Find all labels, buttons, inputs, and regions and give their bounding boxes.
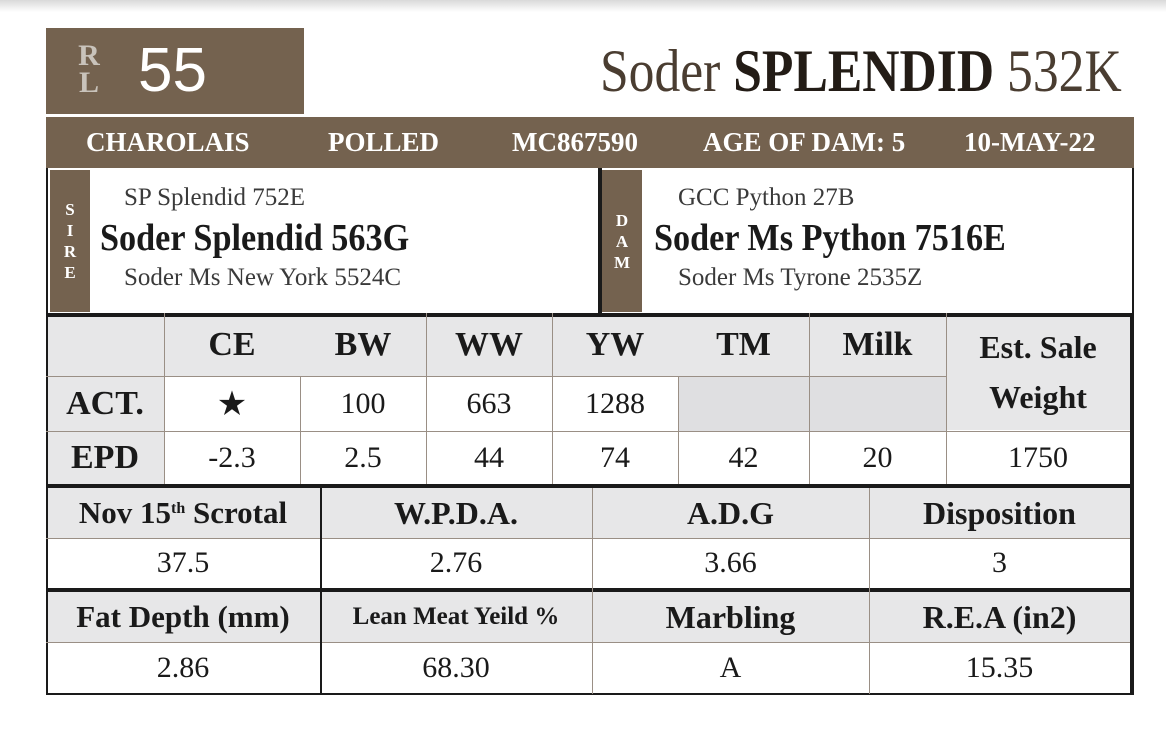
- animal-main-name: SPLENDID: [733, 38, 995, 104]
- header-yw: YW: [552, 313, 678, 376]
- epd-milk: 20: [862, 440, 893, 474]
- lot-number: 55: [138, 36, 207, 105]
- table-divider-epd: [46, 484, 1134, 488]
- value-wpda: 2.76: [429, 546, 483, 579]
- header-bw: BW: [300, 313, 426, 376]
- sire-letter: R: [63, 242, 77, 261]
- epd-ce: -2.3: [208, 440, 256, 474]
- act-milk: [809, 376, 946, 431]
- sire-name: Soder Splendid 563G: [100, 217, 410, 259]
- sire-letter: E: [64, 263, 76, 282]
- sire-letter: S: [65, 200, 75, 219]
- pedigree-section: [46, 168, 1134, 315]
- animal-prefix: Soder: [600, 38, 721, 104]
- col-divider: [869, 488, 870, 694]
- top-shadow: [0, 0, 1166, 12]
- dam-grandsire: GCC Python 27B: [678, 184, 855, 211]
- breed: CHAROLAIS: [86, 127, 250, 157]
- registration-number: MC867590: [512, 127, 638, 157]
- sire-grandsire: SP Splendid 752E: [124, 184, 306, 211]
- corner-cell: [46, 313, 164, 376]
- table-divider-traits: [46, 588, 1134, 592]
- sire-letter: I: [66, 221, 74, 240]
- rl-logo: [72, 39, 106, 99]
- epd-bw: 2.5: [344, 440, 382, 474]
- header-lean-meat-yield: Lean Meat Yeild %: [320, 592, 592, 642]
- dam-letter: D: [615, 210, 629, 230]
- value-disposition: 3: [992, 546, 1007, 579]
- col-divider-bold: [320, 488, 322, 694]
- header-marbling: Marbling: [592, 592, 869, 642]
- value-fat-depth: 2.86: [156, 651, 210, 684]
- polled-status: POLLED: [328, 127, 440, 157]
- animal-name: [600, 26, 1122, 116]
- dam-letter: A: [615, 231, 629, 251]
- sale-weight-label-line2: Weight: [989, 378, 1087, 415]
- row-divider: [46, 431, 1130, 432]
- value-adg: 3.66: [704, 546, 757, 579]
- lot-number-box: [46, 28, 304, 114]
- header-wpda: W.P.D.A.: [320, 488, 592, 538]
- epd-sale-weight: 1750: [1008, 440, 1068, 474]
- col-divider: [300, 376, 301, 484]
- scrotal-label-date: Nov 15: [78, 495, 171, 530]
- header-est-sale-weight: [946, 313, 1130, 430]
- table-border-top: [46, 313, 1134, 317]
- scrotal-label-text: Scrotal: [185, 495, 288, 530]
- row-divider: [46, 376, 946, 377]
- act-row-label: ACT.: [46, 376, 164, 431]
- header-milk: Milk: [809, 313, 946, 376]
- dam-name: Soder Ms Python 7516E: [654, 217, 1006, 259]
- value-rea: 15.35: [965, 651, 1034, 684]
- value-marbling: A: [719, 651, 742, 684]
- header-scrotal: [46, 488, 320, 538]
- act-tm: [678, 376, 809, 431]
- birth-date: 10-MAY-22: [964, 127, 1096, 157]
- act-bw: 100: [340, 386, 386, 420]
- logo-letter-r: R: [78, 39, 100, 72]
- dam-granddam: Soder Ms Tyrone 2535Z: [678, 264, 923, 291]
- epd-row-label: EPD: [46, 431, 164, 484]
- table-border-bottom: [46, 693, 1134, 695]
- info-bar: [46, 117, 1134, 168]
- logo-letter-l: L: [78, 66, 99, 99]
- sale-weight-label-line1: Est. Sale: [979, 328, 1097, 365]
- dam-label: [602, 170, 642, 312]
- table-border-right: [1130, 313, 1134, 695]
- col-divider: [592, 488, 593, 694]
- header-adg: A.D.G: [592, 488, 869, 538]
- header-fat-depth: Fat Depth (mm): [46, 592, 320, 642]
- sire-label: [50, 170, 90, 312]
- row-divider: [46, 642, 1130, 643]
- epd-yw: 74: [600, 440, 630, 474]
- act-ce-star-icon: ★: [216, 385, 248, 423]
- dam-letter: M: [613, 252, 631, 272]
- col-divider: [426, 313, 427, 484]
- epd-tm: 42: [728, 440, 759, 474]
- row-divider: [46, 538, 1130, 539]
- header-tm: TM: [678, 313, 809, 376]
- col-divider: [809, 313, 810, 484]
- age-of-dam: AGE OF DAM: 5: [703, 127, 906, 157]
- header-disposition: Disposition: [869, 488, 1130, 538]
- animal-suffix: 532K: [1007, 38, 1122, 104]
- sire-granddam: Soder Ms New York 5524C: [124, 264, 402, 291]
- header-ww: WW: [426, 313, 552, 376]
- header-ce: CE: [164, 313, 300, 376]
- col-divider: [552, 313, 553, 484]
- act-yw: 1288: [585, 386, 645, 420]
- col-divider: [164, 313, 165, 484]
- value-scrotal: 37.5: [156, 546, 210, 579]
- col-divider: [946, 313, 947, 484]
- header-rea: R.E.A (in2): [869, 592, 1130, 642]
- scrotal-label-superscript: th: [171, 500, 186, 517]
- col-divider: [678, 376, 679, 484]
- act-ww: 663: [466, 386, 512, 420]
- performance-grid: [46, 313, 1134, 695]
- epd-ww: 44: [474, 440, 504, 474]
- value-lean-meat-yield: 68.30: [422, 651, 490, 684]
- table-border-left: [46, 313, 48, 695]
